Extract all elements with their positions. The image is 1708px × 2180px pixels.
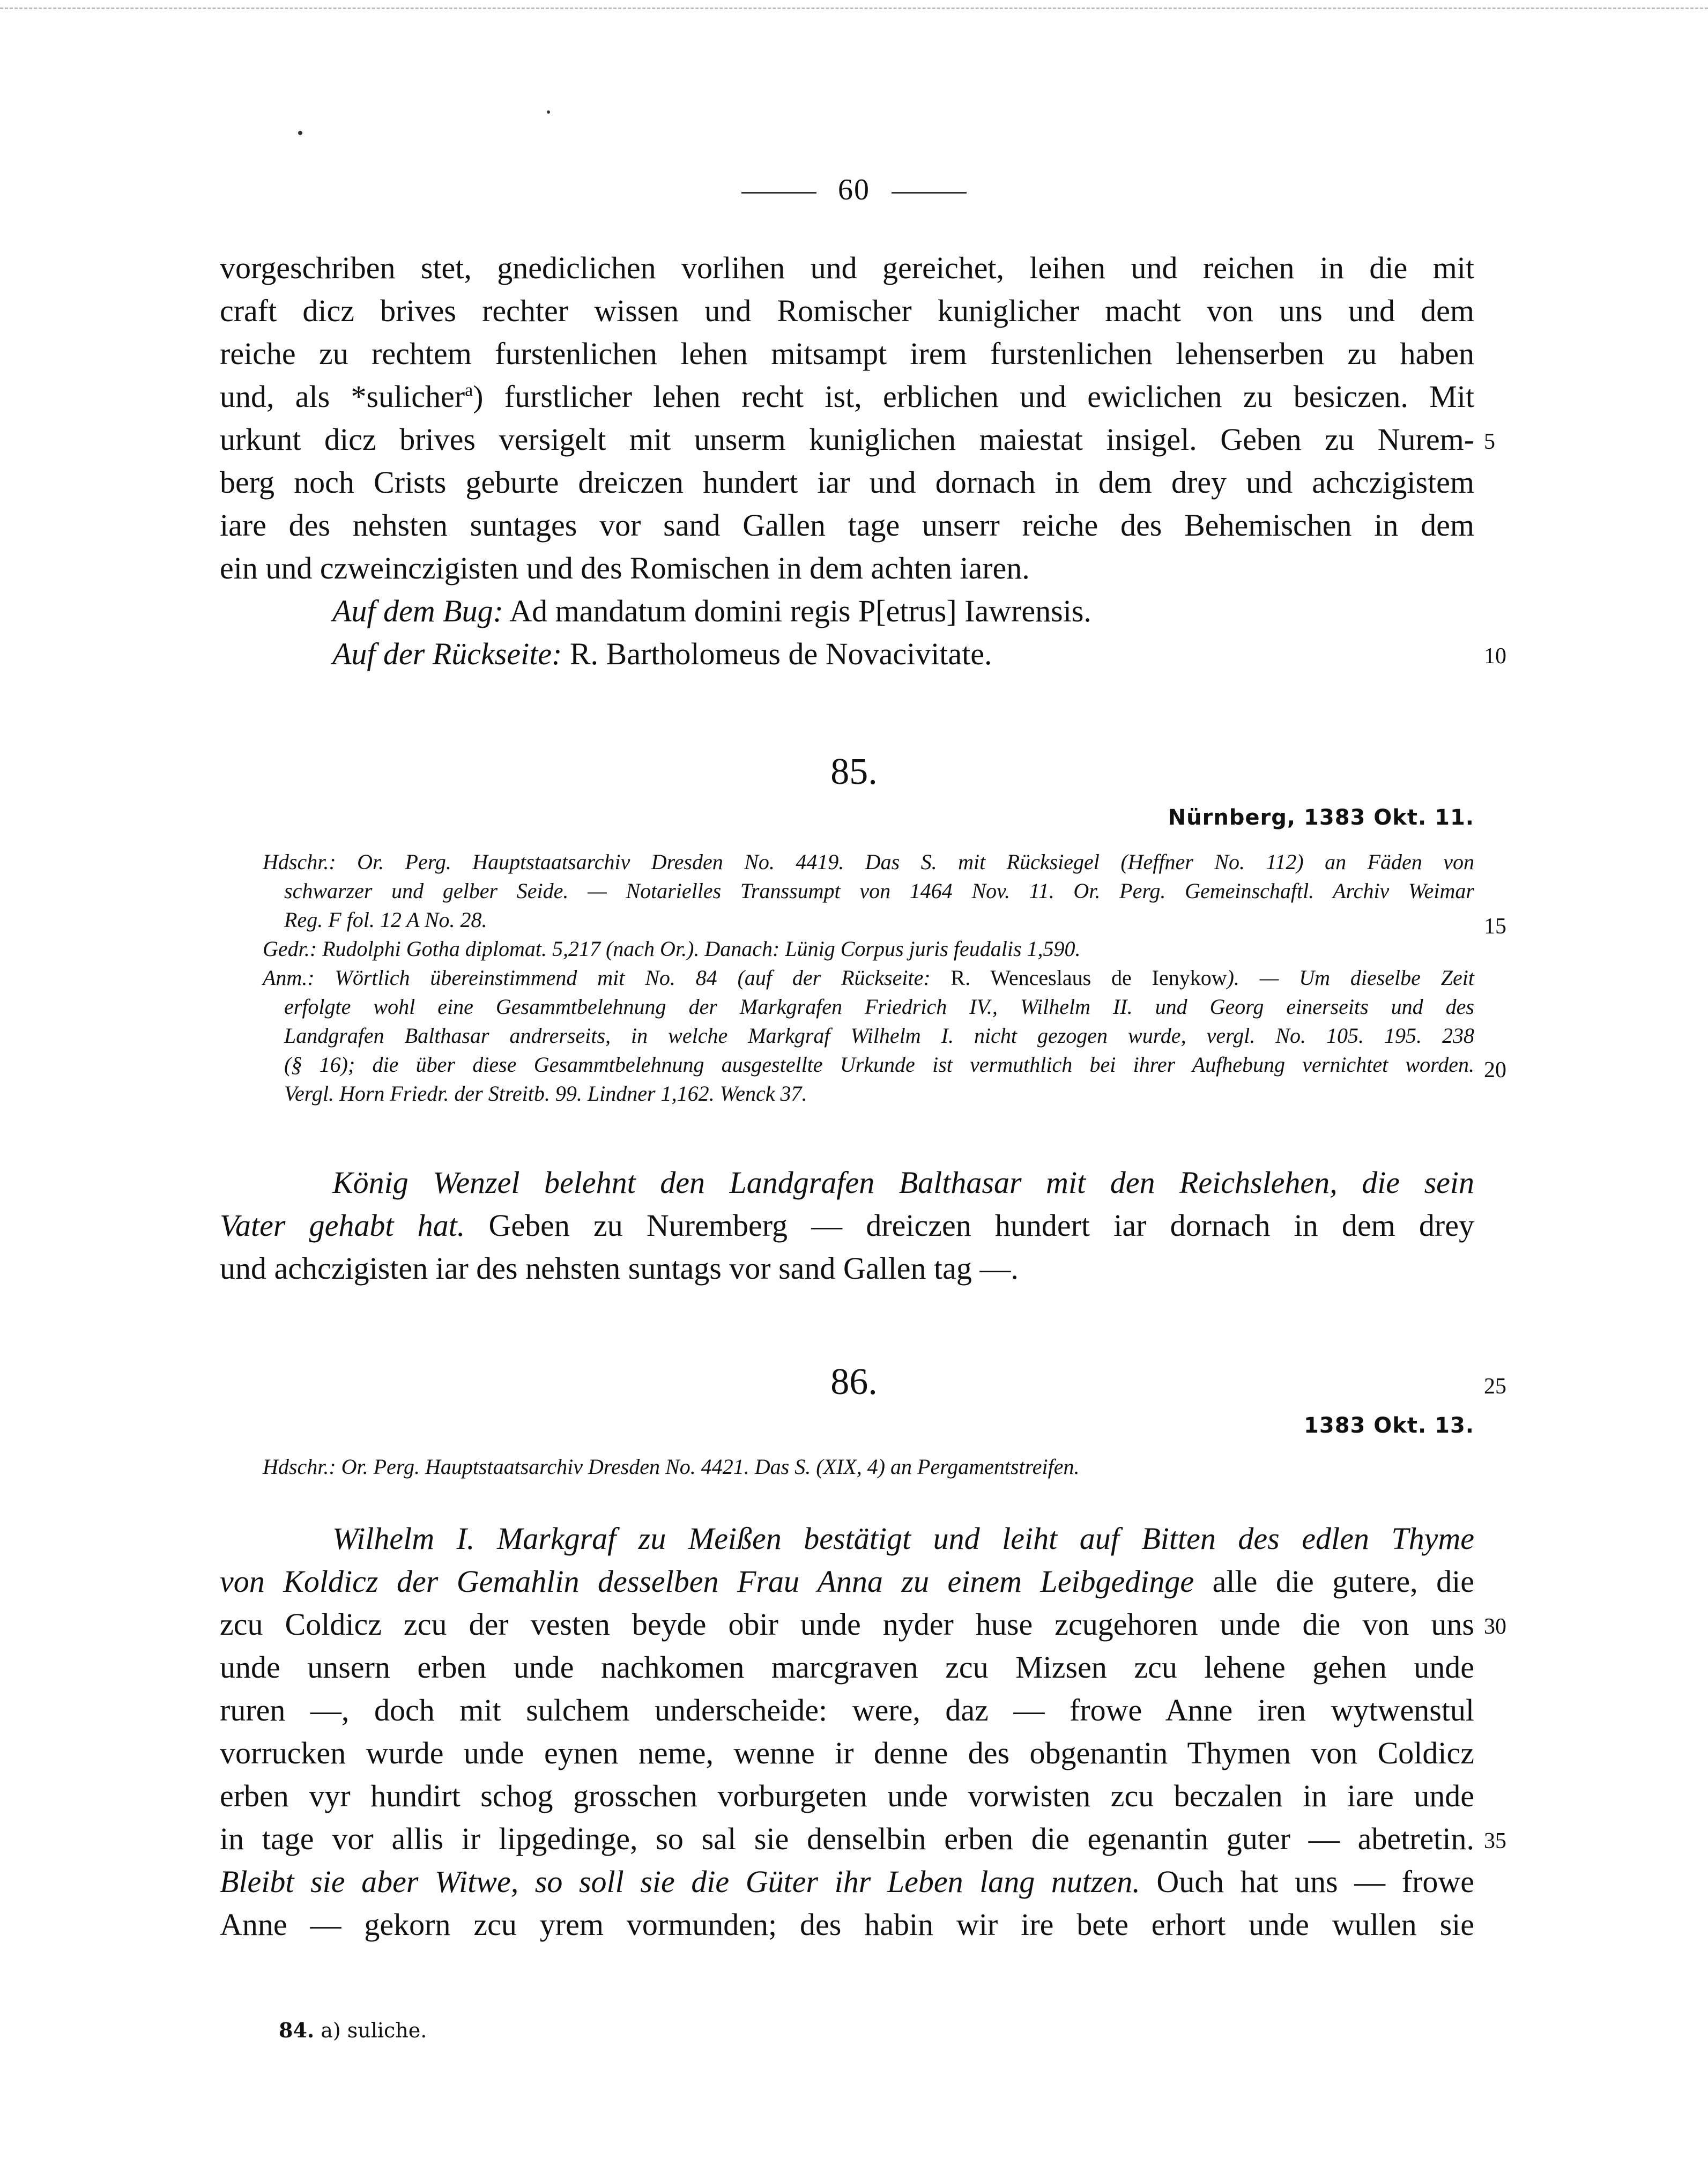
body-line: Anne — gekorn zcu yrem vormunden; des habin wir ire bete erhort unde wullen sie: [220, 1907, 1474, 1942]
page-number-dash-right: [892, 192, 967, 194]
endorsement-bug: Auf dem Bug: Ad mandatum domini regis P[etrus] Iawrensis.: [332, 594, 1091, 628]
apparatus-note: (§ 16); die über diese Gesammtbelehnung ausgestellte Urkunde ist vermuthlich bei ihrer Aufhebung vernichtet worden.: [284, 1052, 1474, 1077]
body-line: ruren —, doch mit sulchem underscheide: were, daz — frowe Anne iren wytwenstul: [220, 1693, 1474, 1727]
body-line: und, als *sulicher$^a$) furstlicher lehen recht ist, erblichen und ewiclichen zu besiczen. Mit: [220, 379, 1475, 414]
body-line: vorgeschriben stet, gnediclichen vorlihen und gereichet, leihen und reichen in die mit: [220, 250, 1474, 285]
body-line: ein und czweinczigisten und des Romischen in dem achten iaren.: [220, 551, 1030, 585]
apparatus-note: Vergl. Horn Friedr. der Streitb. 99. Lindner 1,162. Wenck 37.: [284, 1081, 807, 1106]
line-number: 25: [1484, 1374, 1506, 1399]
line-number: 15: [1484, 914, 1506, 939]
footnote-marker: a: [465, 380, 473, 401]
body-line: unde unsern erben unde nachkomen marcgraven zcu Mizsen zcu lehene gehen unde: [220, 1650, 1474, 1685]
document-number-86: 86.: [830, 1361, 878, 1403]
body-line: reiche zu rechtem furstenlichen lehen mitsampt irem furstenlichen lehenserben zu haben: [220, 336, 1474, 371]
apparatus-note: Reg. F fol. 12 A No. 28.: [284, 908, 487, 932]
body-line: urkunt dicz brives versigelt mit unserm kuniglichen maiestat insigel. Geben zu Nurem-: [220, 422, 1474, 457]
scan-speck: [547, 110, 550, 114]
body-line: iare des nehsten suntages vor sand Gallen tage unserr reiche des Behemischen in dem: [220, 508, 1474, 543]
line-number: 30: [1484, 1614, 1506, 1639]
body-line: Bleibt sie aber Witwe, so soll sie die Güter ihr Leben lang nutzen. Ouch hat uns — frowe: [220, 1864, 1474, 1899]
line-number: 5: [1484, 429, 1495, 454]
regest-line: und achczigisten iar des nehsten suntags vor sand Gallen tag —.: [220, 1251, 1019, 1286]
apparatus-note: Gedr.: Rudolphi Gotha diplomat. 5,217 (nach Or.). Danach: Lünig Corpus juris feudalis 1,590.: [263, 937, 1081, 961]
line-number: 20: [1484, 1058, 1506, 1082]
scan-top-edge: [0, 8, 1708, 9]
document-number-85: 85.: [830, 751, 878, 792]
regest-line: Vater gehabt hat. Geben zu Nuremberg — dreiczen hundert iar dornach in dem drey: [220, 1208, 1474, 1243]
regest-line: Wilhelm I. Markgraf zu Meißen bestätigt und leiht auf Bitten des edlen Thyme: [332, 1521, 1474, 1556]
page-number: 60: [0, 173, 1708, 207]
apparatus-note: erfolgte wohl eine Gesammtbelehnung der Markgrafen Friedrich IV., Wilhelm II. und Georg einerseits und des: [284, 995, 1474, 1019]
body-line: craft dicz brives rechter wissen und Romischer kuniglicher macht von uns und dem: [220, 293, 1474, 328]
regest-line: König Wenzel belehnt den Landgrafen Balthasar mit den Reichslehen, die sein: [332, 1165, 1474, 1200]
footnote: 84. a) suliche.: [279, 2018, 427, 2042]
body-line: berg noch Crists geburte dreiczen hundert iar und dornach in dem drey und achczigistem: [220, 465, 1474, 500]
document-86-date: 1383 Okt. 13.: [1304, 1413, 1474, 1438]
body-line: zcu Coldicz zcu der vesten beyde obir unde nyder huse zcugehoren unde die von uns: [220, 1607, 1474, 1642]
apparatus-note: Hdschr.: Or. Perg. Hauptstaatsarchiv Dresden No. 4421. Das S. (XIX, 4) an Pergamentstreifen.: [263, 1455, 1080, 1479]
apparatus-note: schwarzer und gelber Seide. — Notarielles Transsumpt von 1464 Nov. 11. Or. Perg. Gemeinschaftl. Archiv Weimar: [284, 879, 1474, 903]
endorsement-reverse: Auf der Rückseite: R. Bartholomeus de Novacivitate.: [332, 636, 992, 671]
body-line: vorrucken wurde unde eynen neme, wenne ir denne des obgenantin Thymen von Coldicz: [220, 1736, 1474, 1770]
line-number: 35: [1484, 1829, 1506, 1853]
document-85-place-date: Nürnberg, 1383 Okt. 11.: [1168, 805, 1474, 830]
scan-speck: [298, 131, 302, 135]
page-number-dash-left: [741, 192, 816, 194]
line-number: 10: [1484, 644, 1506, 669]
regest-line: von Koldicz der Gemahlin desselben Frau Anna zu einem Leibgedinge alle die gutere, die: [220, 1564, 1474, 1599]
body-line: in tage vor allis ir lipgedinge, so sal sie denselbin erben die egenantin guter — abetretin.: [220, 1821, 1474, 1856]
apparatus-note: Landgrafen Balthasar andrerseits, in welche Markgraf Wilhelm I. nicht gezogen wurde, vergl. No. 105. 195. 238: [284, 1024, 1474, 1048]
apparatus-note: Anm.: Wörtlich übereinstimmend mit No. 84 (auf der Rückseite: R. Wenceslaus de Ienykow). — Um dieselbe Zeit: [263, 966, 1474, 990]
apparatus-note: Hdschr.: Or. Perg. Hauptstaatsarchiv Dresden No. 4419. Das S. mit Rücksiegel (Heffner No. 112) an Fäden von: [263, 850, 1474, 874]
body-line: erben vyr hundirt schog grosschen vorburgeten unde vorwisten zcu beczalen in iare unde: [220, 1778, 1474, 1813]
